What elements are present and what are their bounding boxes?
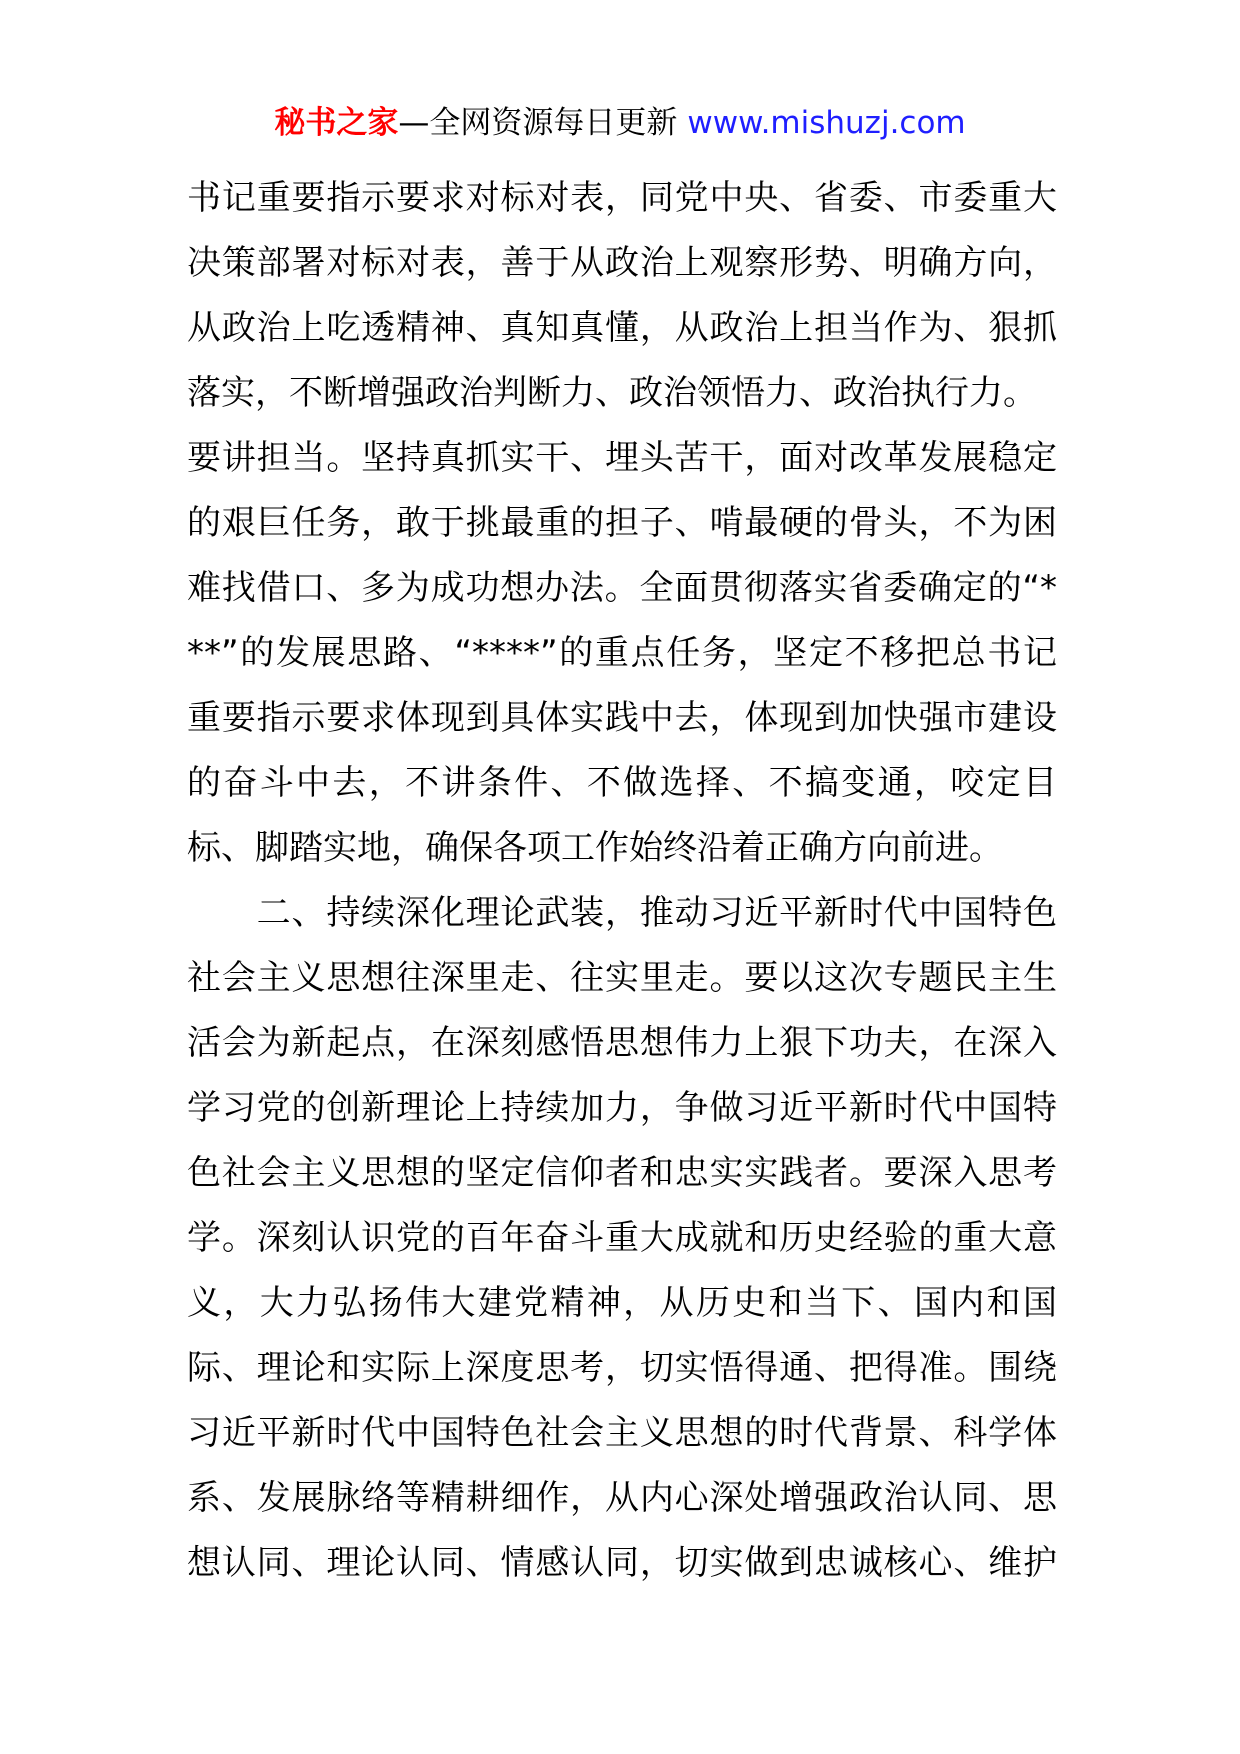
- text-line: 社会主义思想往深里走、往实里走。要以这次专题民主生: [187, 958, 1057, 998]
- text-line: 落实，不断增强政治判断力、政治领悟力、政治执行力。: [187, 373, 1037, 413]
- page-header: [0, 100, 1240, 146]
- text-line: 想认同、理论认同、情感认同，切实做到忠诚核心、维护: [187, 1543, 1057, 1583]
- text-line: 活会为新起点，在深刻感悟思想伟力上狠下功夫，在深入: [187, 1023, 1057, 1063]
- header-slogan: —全网资源每日更新: [398, 105, 678, 141]
- text-line: 书记重要指示要求对标对表，同党中央、省委、市委重大: [187, 178, 1057, 218]
- text-line: **”的发展思路、“****”的重点任务，坚定不移把总书记: [187, 633, 1057, 673]
- header-url-link[interactable]: www.mishuzj.com: [687, 105, 966, 141]
- header-brand: 秘书之家: [274, 105, 399, 141]
- text-line: 要讲担当。坚持真抓实干、埋头苦干，面对改革发展稳定: [187, 438, 1057, 478]
- text-line: 色社会主义思想的坚定信仰者和忠实实践者。要深入思考: [187, 1153, 1057, 1193]
- text-line: 际、理论和实际上深度思考，切实悟得通、把得准。围绕: [187, 1348, 1057, 1388]
- text-line: 决策部署对标对表，善于从政治上观察形势、明确方向，: [187, 243, 1057, 283]
- text-line: 义，大力弘扬伟大建党精神，从历史和当下、国内和国: [187, 1283, 1057, 1323]
- section-heading-line: 二、持续深化理论武装，推动习近平新时代中国特色: [187, 893, 1057, 933]
- text-line: 难找借口、多为成功想办法。全面贯彻落实省委确定的“*: [187, 568, 1057, 608]
- text-line: 系、发展脉络等精耕细作，从内心深处增强政治认同、思: [187, 1478, 1057, 1518]
- text-line: 的奋斗中去，不讲条件、不做选择、不搞变通，咬定目: [187, 763, 1057, 803]
- text-line: 的艰巨任务，敢于挑最重的担子、啃最硬的骨头，不为困: [187, 503, 1057, 543]
- text-line: 标、脚踏实地，确保各项工作始终沿着正确方向前进。: [187, 828, 1003, 868]
- body-text: [187, 166, 1057, 1596]
- text-line: 学。深刻认识党的百年奋斗重大成就和历史经验的重大意: [187, 1218, 1057, 1258]
- text-line: 学习党的创新理论上持续加力，争做习近平新时代中国特: [187, 1088, 1057, 1128]
- text-line: 习近平新时代中国特色社会主义思想的时代背景、科学体: [187, 1413, 1057, 1453]
- text-line: 重要指示要求体现到具体实践中去，体现到加快强市建设: [187, 698, 1057, 738]
- text-line: 从政治上吃透精神、真知真懂，从政治上担当作为、狠抓: [187, 308, 1057, 348]
